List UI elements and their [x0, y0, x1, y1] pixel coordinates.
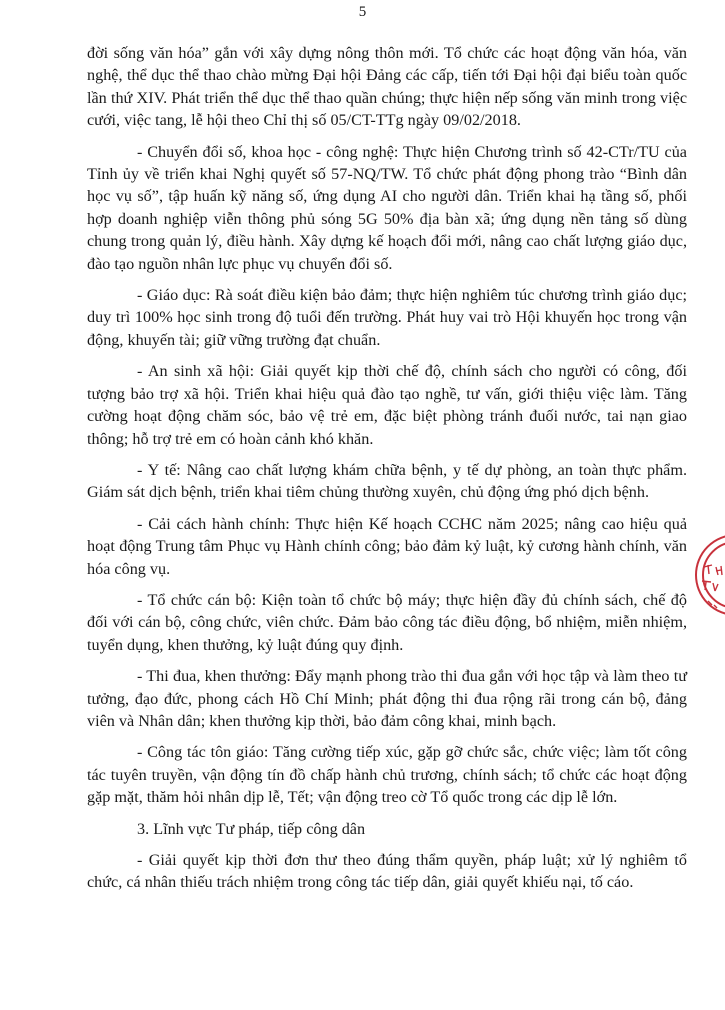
- paragraph-personnel: - Tổ chức cán bộ: Kiện toàn tổ chức bộ máy; thực hiện đầy đủ chính sách, chế độ đối với cán bộ, công chức, viên chức. Đảm bảo công tác điều động, bổ nhiệm, miễn nhiệm, tuyển dụng, khen thưởng, kỷ luật đúng quy định.: [87, 590, 687, 654]
- paragraph-digital-transformation: - Chuyển đổi số, khoa học - công nghệ: Thực hiện Chương trình số 42-CTr/TU của Tỉnh ủy về triển khai Nghị quyết số 57-NQ/TW. Tổ chức phát động phong trào “Bình dân học vụ số”, tập huấn kỹ năng số, ứng dụng AI cho người dân. Triển khai hạ tầng số, phối hợp doanh nghiệp viễn thông phủ sóng 5G 50% địa bàn xã; ứng dụng nền tảng số dùng chung trong quản lý, điều hành. Xây dựng kế hoạch đổi mới, nâng cao chất lượng giáo dục, đào tạo nguồn nhân lực phục vụ chuyển đổi số.: [87, 142, 687, 273]
- paragraph-culture-continued: đời sống văn hóa” gắn với xây dựng nông thôn mới. Tổ chức các hoạt động văn hóa, văn nghệ, thể dục thể thao chào mừng Đại hội Đảng các cấp, tiến tới Đại hội đại biểu toàn quốc lần thứ XIV. Phát triển thể dục thể thao quần chúng; thực hiện nếp sống văn minh trong việc cưới, việc tang, lễ hội theo Chỉ thị số 05/CT-TTg ngày 09/02/2018.: [87, 44, 687, 130]
- paragraph-complaints: - Giải quyết kịp thời đơn thư theo đúng thẩm quyền, pháp luật; xử lý nghiêm tổ chức, cá nhân thiếu trách nhiệm trong công tác tiếp dân, giải quyết khiếu nại, tố cáo.: [87, 851, 687, 892]
- page-number: 5: [358, 4, 367, 20]
- paragraph-emulation-rewards: - Thi đua, khen thưởng: Đẩy mạnh phong trào thi đua gắn với học tập và làm theo tư tưởng, đạo đức, phong cách Hồ Chí Minh; phát động thi đua rộng rãi trong cán bộ, đảng viên và Nhân dân; khen thưởng kịp thời, bảo đảm công khai, minh bạch.: [87, 667, 687, 730]
- paragraph-social-security: - An sinh xã hội: Giải quyết kịp thời chế độ, chính sách cho người có công, đối tượng bảo trợ xã hội. Triển khai hiệu quả đào tạo nghề, tư vấn, giới thiệu việc làm. Tăng cường hoạt động chăm sóc, bảo vệ trẻ em, đặc biệt phòng tránh đuối nước, tai nạn giao thông; hỗ trợ trẻ em có hoàn cảnh khó khăn.: [87, 362, 687, 448]
- paragraph-education: - Giáo dục: Rà soát điều kiện bảo đảm; thực hiện nghiêm túc chương trình giáo dục; duy trì 100% học sinh trong độ tuổi đến trường. Phát huy vai trò Hội khuyến học trong vận động, khuyến tài; giữ vững trường đạt chuẩn.: [87, 286, 687, 349]
- paragraph-administrative-reform: - Cải cách hành chính: Thực hiện Kế hoạch CCHC năm 2025; nâng cao hiệu quả hoạt động Trung tâm Phục vụ Hành chính công; bảo đảm kỷ luật, kỷ cương hành chính, văn hóa công vụ.: [87, 514, 687, 578]
- paragraph-religion: - Công tác tôn giáo: Tăng cường tiếp xúc, gặp gỡ chức sắc, chức việc; làm tốt công tác tuyên truyền, vận động tín đồ chấp hành chủ trương, chính sách; tổ chức các hoạt động gặp mặt, thăm hỏi nhân dịp lễ, Tết; vận động treo cờ Tổ quốc trong các dịp lễ lớn.: [87, 743, 687, 807]
- paragraph-healthcare: - Y tế: Nâng cao chất lượng khám chữa bệnh, y tế dự phòng, an toàn thực phẩm. Giám sát dịch bệnh, triển khai tiêm chủng thường xuyên, chủ động ứng phó dịch bệnh.: [87, 460, 687, 502]
- red-seal-stamp: [688, 515, 725, 635]
- document-body: [87, 42, 687, 903]
- section-heading-justice: 3. Lĩnh vực Tư pháp, tiếp công dân: [137, 819, 366, 838]
